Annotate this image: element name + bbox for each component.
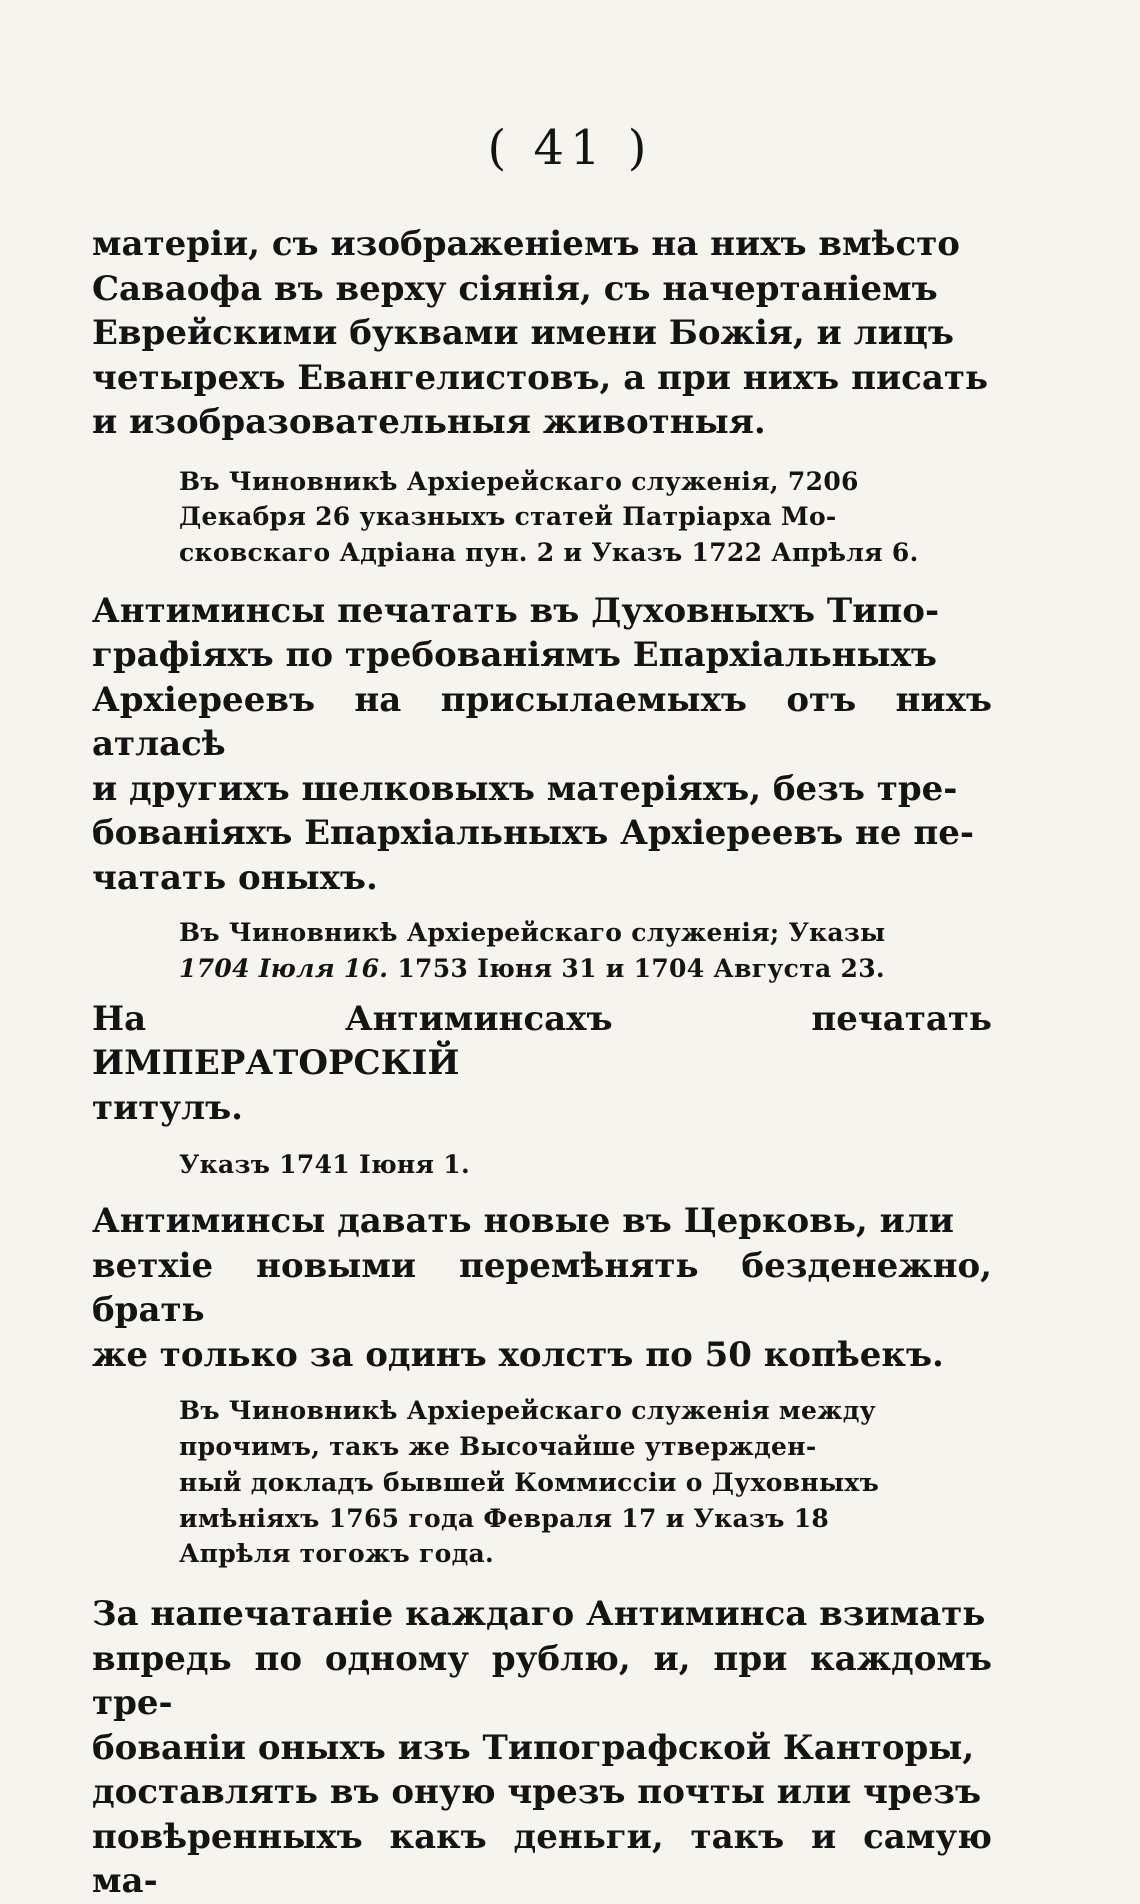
text-line: графіяхъ по требованіямъ Епархіальныхъ bbox=[92, 635, 937, 676]
reference-line: Въ Чиновникѣ Архіерейскаго служенія; Указы bbox=[179, 918, 886, 948]
reference-line bbox=[179, 951, 992, 987]
text-line: чатать оныхъ. bbox=[92, 857, 378, 898]
paragraph-new-antimins bbox=[92, 1199, 992, 1377]
reference-line: прочимъ, такъ же Высочайше утвержден- bbox=[179, 1432, 817, 1462]
text-line: титулъ. bbox=[92, 1087, 244, 1128]
reference-line: Декабря 26 указныхъ статей Патріарха Мо- bbox=[179, 502, 837, 532]
reference-line: Указъ 1741 Іюня 1. bbox=[179, 1150, 470, 1180]
paragraph-printing bbox=[92, 589, 992, 901]
text-line: Саваофа въ верху сіянія, съ начертаніемъ bbox=[92, 268, 938, 309]
text-line: Еврейскими буквами имени Божія, и лицъ bbox=[92, 313, 955, 353]
paragraph-title bbox=[92, 997, 992, 1131]
text-line: Антиминсы давать новые въ Церковь, или bbox=[92, 1201, 955, 1242]
text-line: ветхіе новыми перемѣнять безденежно, брать bbox=[92, 1245, 992, 1331]
paragraph-fee bbox=[92, 1592, 992, 1904]
text-line: четырехъ Евангелистовъ, а при нихъ писать bbox=[92, 357, 989, 398]
text-line: Архіереевъ на присылаемыхъ отъ нихъ атласѣ bbox=[92, 679, 992, 765]
reference-italic-date: 1704 Іюля 16. bbox=[179, 954, 389, 984]
reference-note bbox=[92, 1393, 992, 1572]
reference-line: Въ Чиновникѣ Архіерейскаго служенія, 7206 bbox=[179, 466, 859, 496]
text-line: За напечатаніе каждаго Антиминса взимать bbox=[92, 1594, 986, 1635]
paragraph-embroidery bbox=[92, 222, 992, 445]
text-line: матеріи, съ изображеніемъ на нихъ вмѣсто bbox=[92, 224, 960, 264]
reference-line: имѣніяхъ 1765 года Февраля 17 и Указъ 18 bbox=[179, 1503, 830, 1533]
text-line: Антиминсы печатать въ Духовныхъ Типо- bbox=[92, 590, 940, 631]
reference-line: сковскаго Адріана пун. 2 и Указъ 1722 Апрѣля 6. bbox=[179, 538, 919, 568]
text-line: бованіи оныхъ изъ Типографской Канторы, bbox=[92, 1727, 975, 1768]
text-line: же только за одинъ холстъ по 50 копѣекъ. bbox=[92, 1334, 944, 1375]
text-line: и другихъ шелковыхъ матеріяхъ, безъ тре- bbox=[92, 768, 958, 809]
text-line: доставлять въ оную чрезъ почты или чрезъ bbox=[92, 1772, 982, 1813]
text-line: На Антиминсахъ печатать ИМПЕРАТОРСКІЙ bbox=[92, 998, 992, 1084]
page-body bbox=[92, 222, 992, 1904]
reference-line: Въ Чиновникѣ Архіерейскаго служенія между bbox=[179, 1396, 876, 1426]
text-line: впредь по одному рублю, и, при каждомъ тре- bbox=[92, 1638, 992, 1724]
reference-note bbox=[92, 1147, 992, 1183]
reference-note bbox=[92, 464, 992, 571]
reference-line: Апрѣля тогожъ года. bbox=[179, 1539, 495, 1569]
text-line: бованіяхъ Епархіальныхъ Архіереевъ не пе- bbox=[92, 813, 974, 854]
reference-note bbox=[92, 915, 992, 987]
reference-dates: 1753 Іюня 31 и 1704 Августа 23. bbox=[388, 954, 885, 984]
page-number: ( 41 ) bbox=[487, 120, 653, 176]
reference-line: ный докладъ бывшей Коммиссіи о Духовныхъ bbox=[179, 1467, 880, 1497]
text-line: и изобразовательныя животныя. bbox=[92, 402, 766, 442]
text-line: повѣренныхъ какъ деньги, такъ и самую ма- bbox=[92, 1816, 992, 1902]
